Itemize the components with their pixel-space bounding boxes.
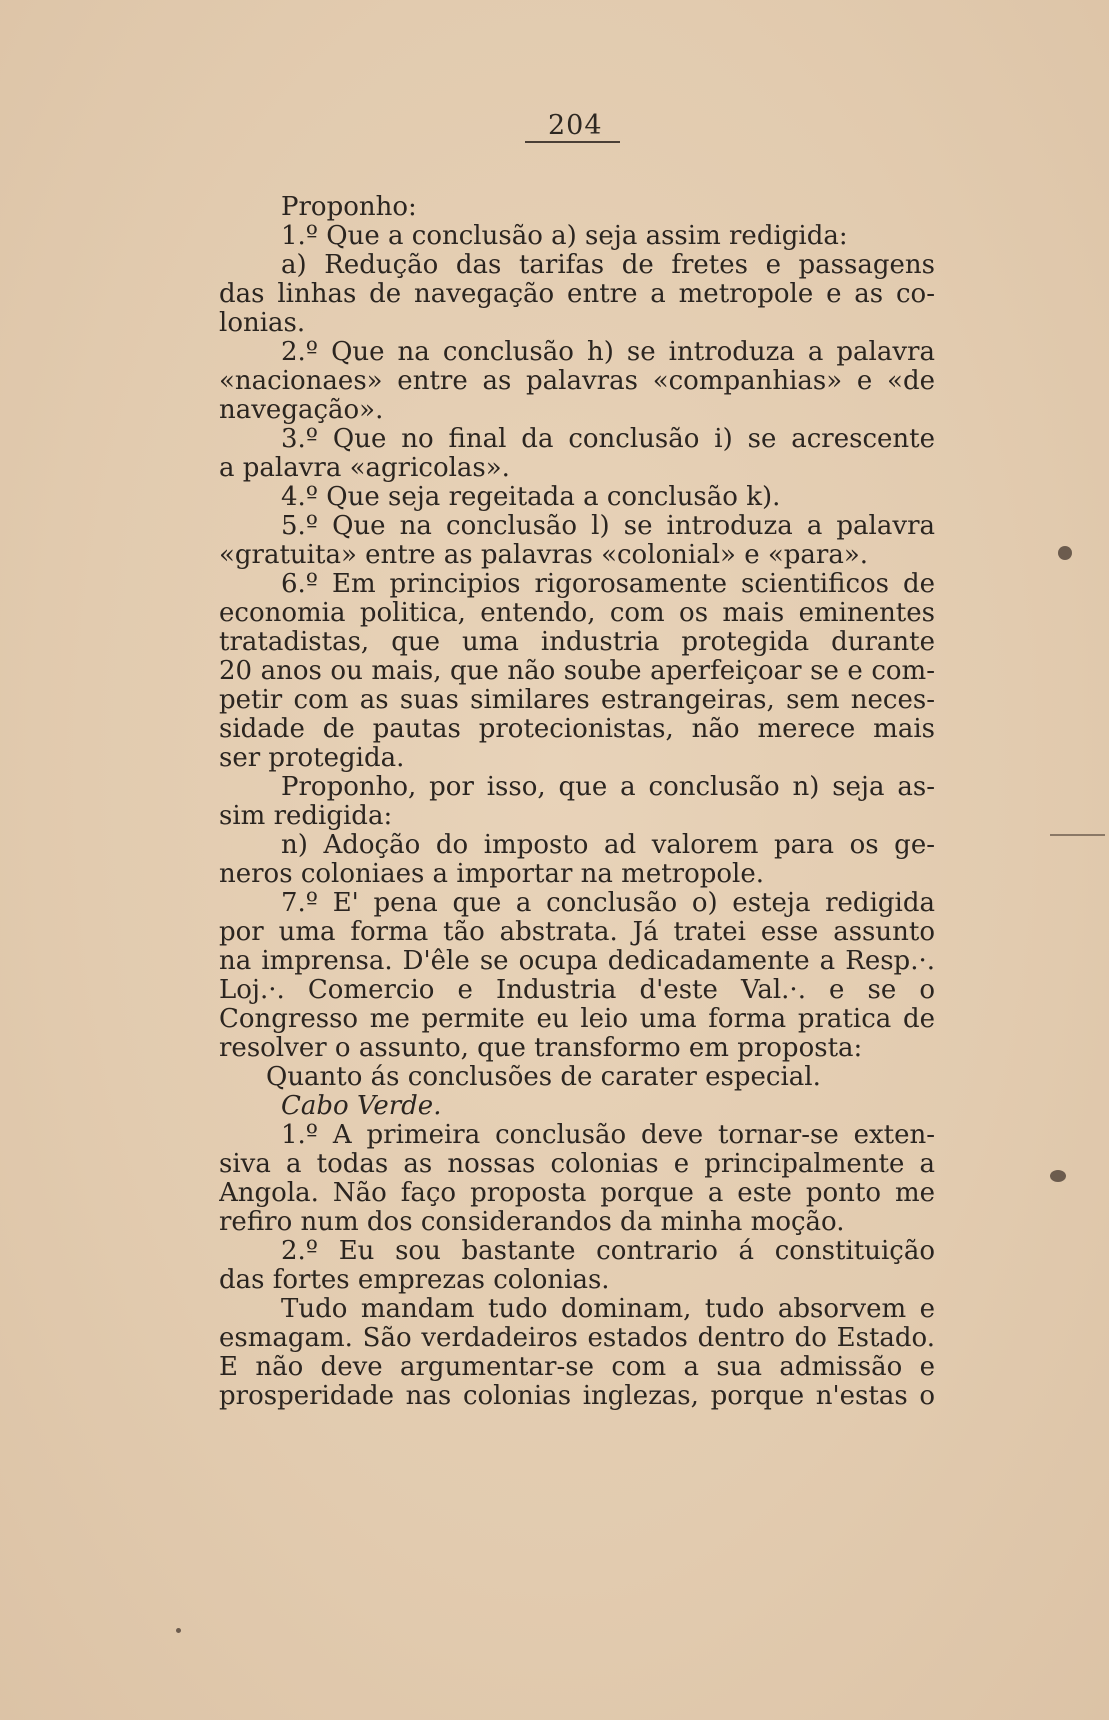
text-line: 3.º Que no final da conclusão i) se acrescente [281, 425, 935, 454]
page-number-rule [525, 141, 620, 143]
text-line: E não deve argumentar-se com a sua admissão e [219, 1353, 935, 1382]
text-line: «gratuita» entre as palavras «colonial» e «para». [219, 540, 869, 570]
text-line: navegação». [219, 395, 384, 425]
text-line: lonias. [219, 308, 306, 338]
text-line: n) Adoção do imposto ad valorem para os ge- [281, 831, 935, 860]
text-line: Tudo mandam tudo dominam, tudo absorvem e [281, 1295, 935, 1324]
ink-speck [176, 1628, 181, 1633]
text-line: Congresso me permite eu leio uma forma pratica de [219, 1005, 935, 1034]
text-line: 1.º A primeira conclusão deve tornar-se exten- [281, 1121, 935, 1150]
text-line: Quanto ás conclusões de carater especial. [266, 1062, 821, 1092]
text-line: a) Redução das tarifas de fretes e passagens [281, 251, 935, 280]
text-line: ser protegida. [219, 743, 405, 773]
text-line: 4.º Que seja regeitada a conclusão k). [281, 482, 781, 512]
text-line: «nacionaes» entre as palavras «companhias» e «de [219, 367, 935, 396]
text-line: sim redigida: [219, 801, 393, 831]
ink-blot [1050, 1170, 1066, 1182]
margin-mark [1050, 834, 1105, 836]
text-line: Proponho, por isso, que a conclusão n) seja as- [281, 773, 935, 802]
text-line: 5.º Que na conclusão l) se introduza a palavra [281, 512, 935, 541]
text-line: 7.º E' pena que a conclusão o) esteja redigida [281, 889, 935, 918]
text-line: Proponho: [281, 192, 417, 222]
text-line: 2.º Que na conclusão h) se introduza a palavra [281, 338, 935, 367]
text-line: economia politica, entendo, com os mais eminentes [219, 599, 935, 628]
body-text [219, 193, 935, 1411]
text-line: 20 anos ou mais, que não soube aperfeiçoar se e com- [219, 657, 935, 686]
text-line: 6.º Em principios rigorosamente scientificos de [281, 570, 935, 599]
text-line: neros coloniaes a importar na metropole. [219, 859, 765, 889]
text-line: a palavra «agricolas». [219, 453, 510, 483]
text-line: esmagam. São verdadeiros estados dentro do Estado. [219, 1324, 935, 1353]
page-number: 204 [548, 110, 603, 141]
text-line: 2.º Eu sou bastante contrario á constituição [281, 1237, 935, 1266]
text-line: petir com as suas similares estrangeiras, sem neces- [219, 686, 935, 715]
text-line: por uma forma tão abstrata. Já tratei esse assunto [219, 918, 935, 947]
text-line: prosperidade nas colonias inglezas, porque n'estas o [219, 1382, 935, 1411]
text-line: resolver o assunto, que transformo em proposta: [219, 1033, 863, 1063]
text-line: sidade de pautas protecionistas, não merece mais [219, 715, 935, 744]
text-line: Loj.·. Comercio e Industria d'este Val.·. e se o [219, 976, 935, 1005]
text-line: refiro num dos considerandos da minha moção. [219, 1207, 845, 1237]
text-line: das fortes emprezas colonias. [219, 1265, 610, 1295]
text-line: tratadistas, que uma industria protegida durante [219, 628, 935, 657]
text-line: na imprensa. D'êle se ocupa dedicadamente a Resp.·. [219, 947, 935, 976]
text-line: Angola. Não faço proposta porque a este ponto me [219, 1179, 935, 1208]
text-line: 1.º Que a conclusão a) seja assim redigida: [281, 221, 848, 251]
ink-blot [1058, 546, 1072, 560]
text-line: das linhas de navegação entre a metropole e as co- [219, 280, 935, 309]
text-line: siva a todas as nossas colonias e principalmente a [219, 1150, 935, 1179]
text-line: Cabo Verde. [281, 1091, 442, 1121]
